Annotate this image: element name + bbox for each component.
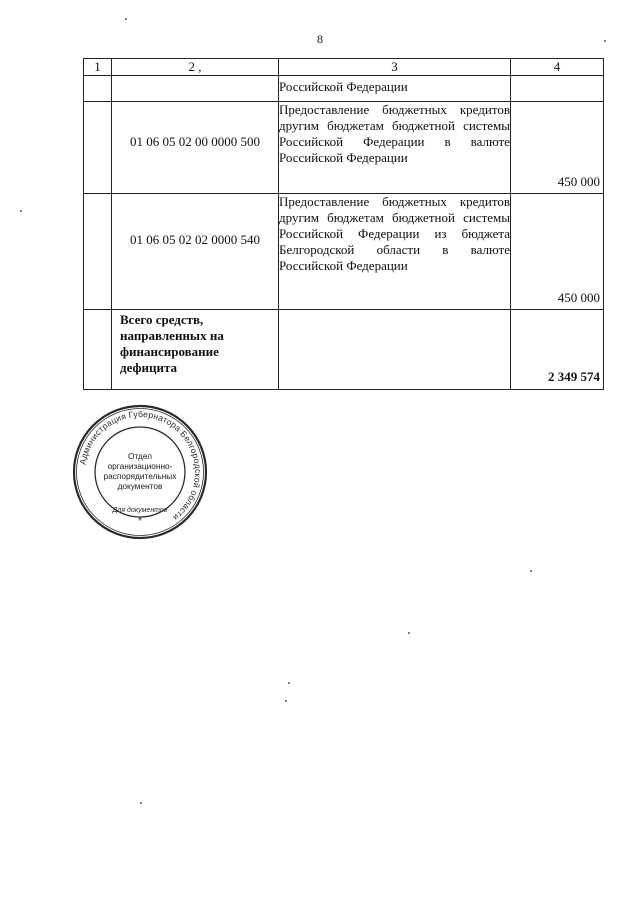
column-header-1: 1 <box>84 59 112 76</box>
seal-inner-line: организационно- <box>107 461 173 471</box>
seal-star-icon: * <box>138 516 142 527</box>
description-cell <box>279 310 511 390</box>
amount-cell: 450 000 <box>511 102 604 194</box>
scan-speck <box>285 700 287 702</box>
table-row <box>84 76 604 102</box>
column-header-2: 2 , <box>112 59 279 76</box>
seal-inner-line: Отдел <box>128 451 152 461</box>
table-row <box>84 102 604 194</box>
scan-speck <box>140 802 142 804</box>
row-number-cell <box>84 102 112 194</box>
scan-speck <box>530 570 532 572</box>
amount-cell <box>511 76 604 102</box>
budget-table <box>83 58 604 390</box>
seal-outer-text: Администрация Губернатора Белгородской области <box>77 408 204 523</box>
scan-speck <box>604 40 606 42</box>
scan-speck <box>288 682 290 684</box>
scan-speck <box>408 632 410 634</box>
seal-inner-line: документов <box>117 481 163 491</box>
seal-bottom-text: Для документов <box>112 507 168 514</box>
seal-inner-line: распорядительных <box>103 471 177 481</box>
code-cell: 01 06 05 02 02 0000 540 <box>112 194 279 310</box>
description-cell: Российской Федерации <box>279 76 511 102</box>
code-cell <box>112 76 279 102</box>
table-header-row <box>84 59 604 76</box>
scan-speck <box>125 18 127 20</box>
total-amount: 2 349 574 <box>511 310 604 390</box>
page-number: 8 <box>317 32 323 46</box>
official-seal <box>70 402 210 542</box>
total-row <box>84 310 604 390</box>
description-cell: Предоставление бюджетных кредитов другим бюджетам бюджетной системы Российской Федерации из бюджета Белгородской области в валюте Российской Федерации <box>279 194 511 310</box>
scan-speck <box>20 210 22 212</box>
row-number-cell <box>84 194 112 310</box>
row-number-cell <box>84 76 112 102</box>
table-row <box>84 194 604 310</box>
column-header-4: 4 <box>511 59 604 76</box>
column-header-3: 3 <box>279 59 511 76</box>
code-cell: 01 06 05 02 00 0000 500 <box>112 102 279 194</box>
row-number-cell <box>84 310 112 390</box>
amount-cell: 450 000 <box>511 194 604 310</box>
total-label: Всего средств, направленных на финансирование дефицита <box>112 310 279 390</box>
description-cell: Предоставление бюджетных кредитов другим бюджетам бюджетной системы Российской Федерации в валюте Российской Федерации <box>279 102 511 194</box>
